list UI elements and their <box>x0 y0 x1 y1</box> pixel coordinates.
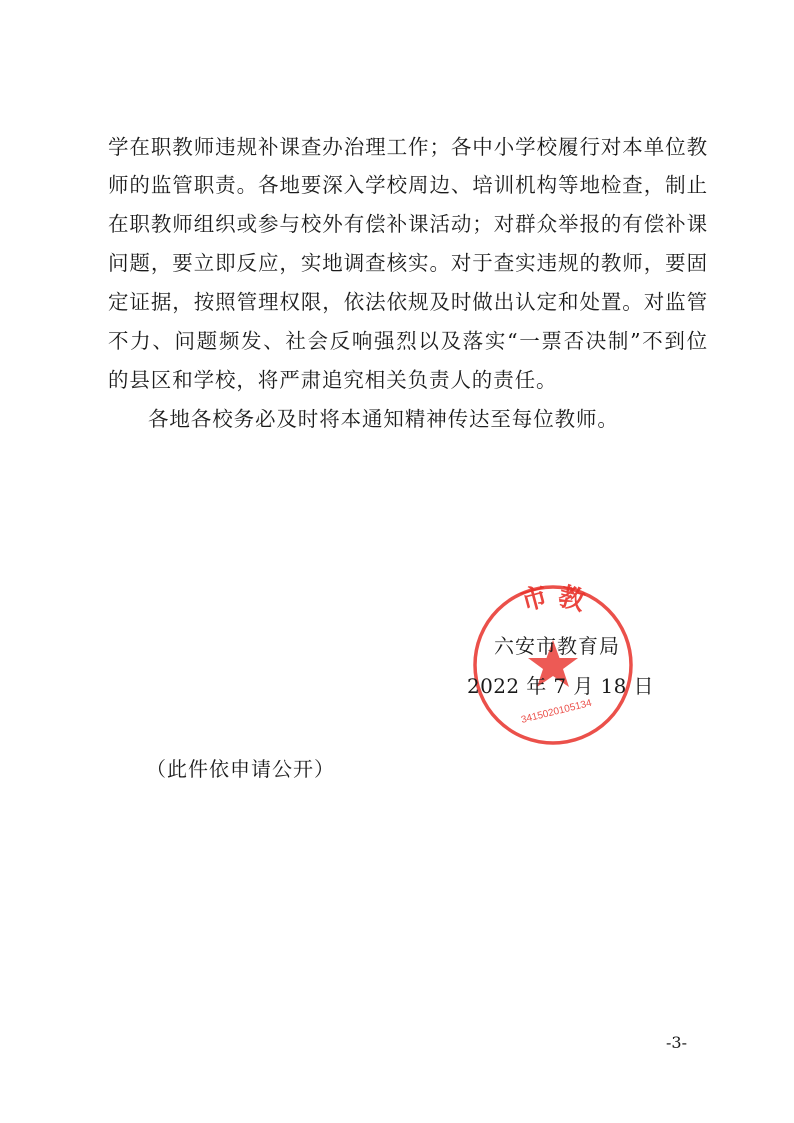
body-line: 学在职教师违规补课查办治理工作；各中小学校履行对本单位教 <box>108 135 708 159</box>
body-paragraph-2: 各地各校务必及时将本通知精神传达至每位教师。 <box>148 407 619 431</box>
seal-code: 3415020105134 <box>520 697 593 726</box>
body-line: 在职教师组织或参与校外有偿补课活动；对群众举报的有偿补课 <box>108 212 708 236</box>
body-line: 不力、问题频发、社会反响强烈以及落实“一票否决制”不到位 <box>108 329 708 353</box>
disclosure-note: （此件依申请公开） <box>146 757 335 781</box>
body-line: 定证据，按照管理权限，依法依规及时做出认定和处置。对监管 <box>108 290 708 314</box>
body-line: 的县区和学校，将严肃追究相关负责人的责任。 <box>108 368 558 392</box>
signature-date: 2022 年 7 月 18 日 <box>467 674 654 698</box>
body-line: 师的监管职责。各地要深入学校周边、培训机构等地检查，制止 <box>108 173 708 197</box>
body-line: 问题，要立即反应，实地调查核实。对于查实违规的教师，要固 <box>108 251 708 275</box>
signature-organization: 六安市教育局 <box>494 634 620 658</box>
seal-top-text: 市 教 <box>517 582 589 617</box>
official-seal <box>470 582 636 748</box>
page-number: -3- <box>666 1033 687 1052</box>
